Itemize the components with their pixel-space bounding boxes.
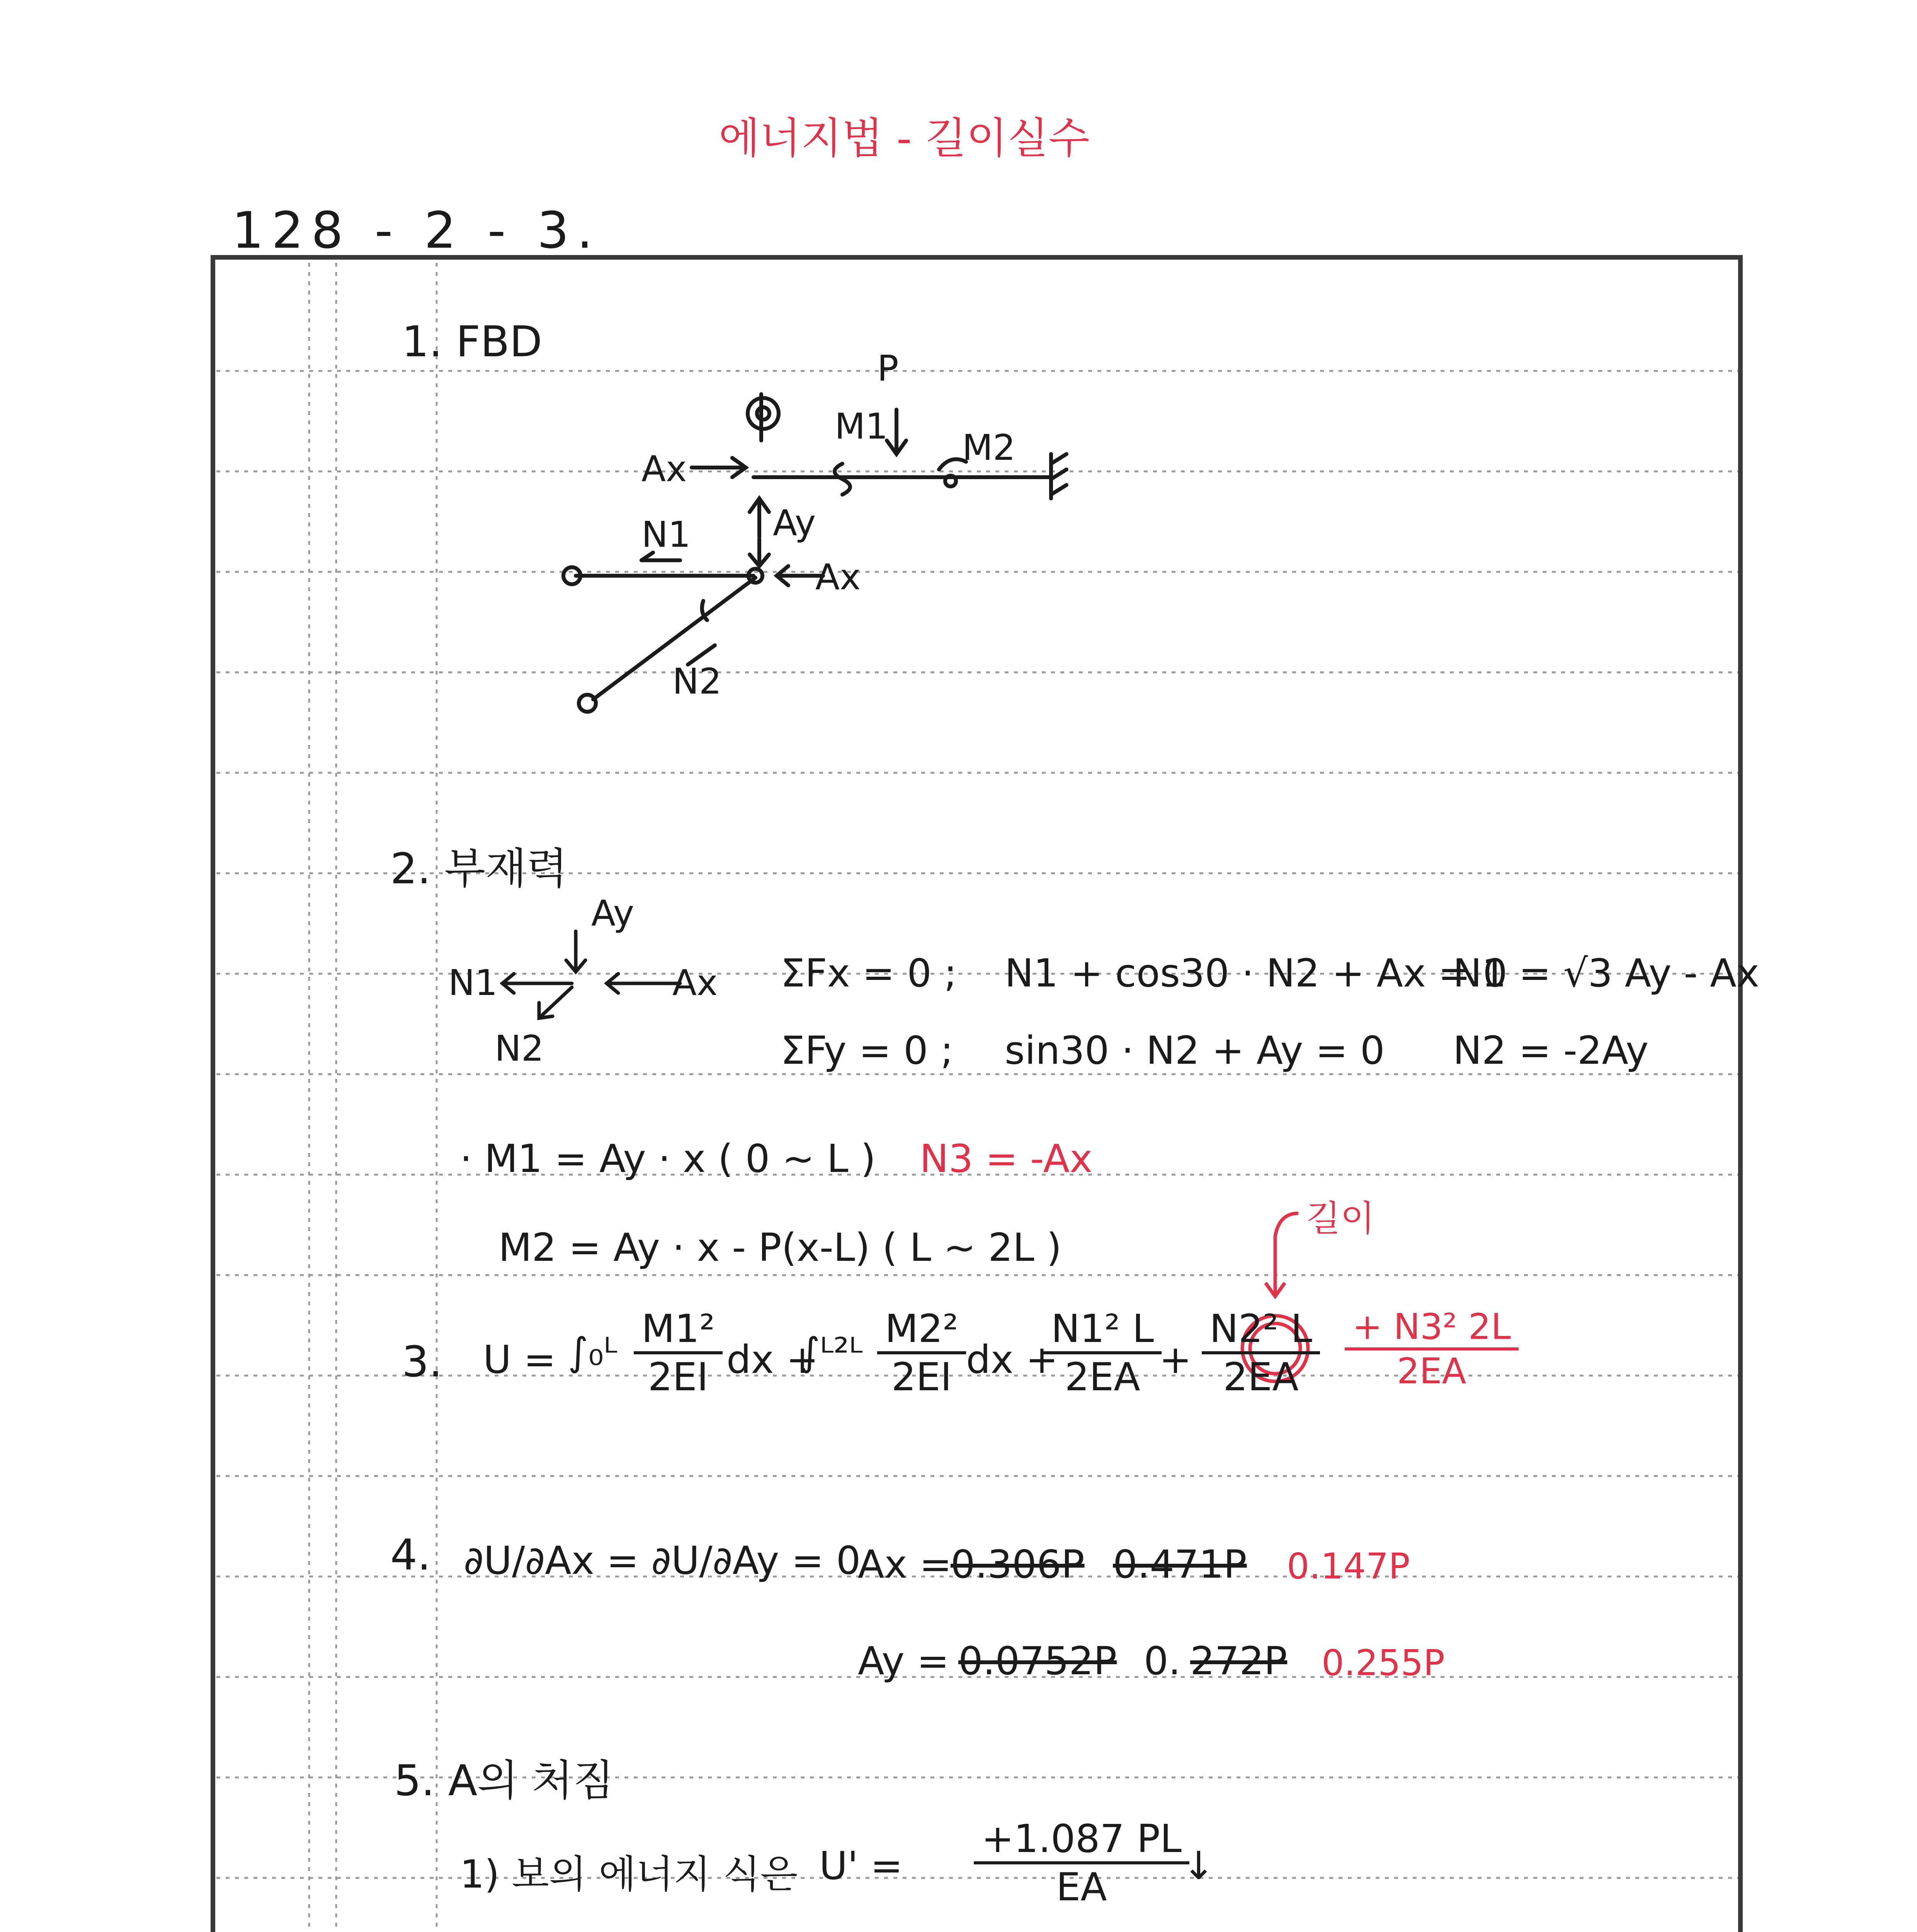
- fbd-label-ax-top: Ax: [641, 448, 687, 490]
- section-5-heading: 5. A의 처짐: [394, 1756, 614, 1805]
- eq-n3-note: N3 = -Ax: [920, 1136, 1093, 1181]
- energy-term-2: [877, 1306, 966, 1400]
- term3-denominator: 2EA: [1065, 1354, 1140, 1400]
- energy-plus: +: [1159, 1337, 1192, 1382]
- energy-term-4: [1202, 1306, 1320, 1400]
- eq-sum-fy: ΣFy = 0 ;: [781, 1028, 954, 1073]
- joint-label-ay: Ay: [591, 893, 634, 934]
- fbd-label-p: P: [877, 348, 899, 389]
- energy-dx-2: dx +: [966, 1337, 1058, 1382]
- section-3-number: 3.: [402, 1337, 442, 1386]
- ay-old-value-2: 272P: [1190, 1638, 1288, 1684]
- eq-sum-fx: ΣFx = 0 ;: [781, 951, 957, 996]
- fbd-label-m1: M1: [835, 406, 888, 447]
- joint-label-n1: N1: [448, 962, 498, 1003]
- term4-denominator: 2EA: [1223, 1354, 1299, 1400]
- energy-integral-2: ∫ᴸ²ᴸ: [800, 1329, 863, 1374]
- fbd-label-m2: M2: [962, 427, 1015, 468]
- energy-term-1: [634, 1306, 723, 1400]
- ax-old-value-2: 0.471P: [1113, 1542, 1247, 1587]
- term3-numerator: N1² L: [1043, 1306, 1162, 1354]
- eq-fy-body: sin30 · N2 + Ay = 0: [1005, 1028, 1385, 1073]
- length-note: 길이: [1306, 1198, 1375, 1239]
- energy-integral-1: ∫₀ᴸ: [568, 1329, 617, 1374]
- energy-u-label: U =: [483, 1337, 556, 1382]
- term2-numerator: M2²: [877, 1306, 966, 1354]
- ax-corrected-value: 0.147P: [1287, 1546, 1410, 1587]
- term5-numerator: + N3² 2L: [1345, 1306, 1519, 1350]
- problem-number: 128 - 2 - 3.: [232, 201, 600, 260]
- fbd-label-ay: Ay: [773, 502, 816, 544]
- partial-derivative-eq: ∂U/∂Ax = ∂U/∂Ay = 0: [464, 1538, 861, 1583]
- joint-label-n2: N2: [495, 1028, 544, 1069]
- joint-label-ax: Ax: [672, 962, 718, 1003]
- ay-old-value-1: 0.0752P: [958, 1638, 1117, 1684]
- section-4-number: 4.: [390, 1530, 431, 1580]
- ay-label: Ay =: [858, 1638, 949, 1684]
- energy-term-5: [1345, 1306, 1519, 1392]
- section-2-heading: 2. 부재력: [390, 844, 568, 893]
- term2-denominator: 2EI: [891, 1354, 952, 1400]
- eq-moment-m2: M2 = Ay · x - P(x-L) ( L ~ 2L ): [498, 1225, 1062, 1270]
- fbd-label-ax-joint: Ax: [815, 556, 861, 598]
- u-prime-direction: ↓: [1182, 1843, 1215, 1888]
- u-prime-denominator: EA: [1056, 1864, 1107, 1910]
- eq-n2-result: N2 = -2Ay: [1453, 1028, 1649, 1073]
- section-1-heading: 1. FBD: [402, 317, 543, 366]
- ax-label: Ax =: [858, 1542, 952, 1587]
- ax-old-value-1: 0.306P: [951, 1542, 1085, 1587]
- u-prime-value: [974, 1816, 1189, 1910]
- eq-fx-body: N1 + cos30 · N2 + Ax = 0: [1005, 951, 1508, 996]
- fbd-label-n2: N2: [672, 661, 722, 702]
- ay-corrected-value: 0.255P: [1322, 1642, 1445, 1684]
- energy-dx-1: dx +: [726, 1337, 819, 1382]
- eq-moment-m1: · M1 = Ay · x ( 0 ~ L ): [460, 1136, 876, 1181]
- term1-denominator: 2EI: [648, 1354, 709, 1400]
- term1-numerator: M1²: [634, 1306, 723, 1354]
- eq-n1-result: N1 = √3 Ay - Ax: [1453, 951, 1759, 996]
- fbd-label-n1: N1: [641, 514, 691, 555]
- u-prime-label: U' =: [819, 1843, 903, 1888]
- term4-numerator: N2² L: [1202, 1306, 1320, 1354]
- beam-energy-line: 1) 보의 에너지 식은: [460, 1852, 798, 1897]
- u-prime-numerator: +1.087 PL: [974, 1816, 1189, 1864]
- page-header-title: 에너지법 - 길이실수: [719, 114, 1090, 163]
- ay-mid: 0.: [1144, 1638, 1181, 1684]
- energy-term-3: [1043, 1306, 1162, 1400]
- term5-denominator: 2EA: [1397, 1350, 1466, 1392]
